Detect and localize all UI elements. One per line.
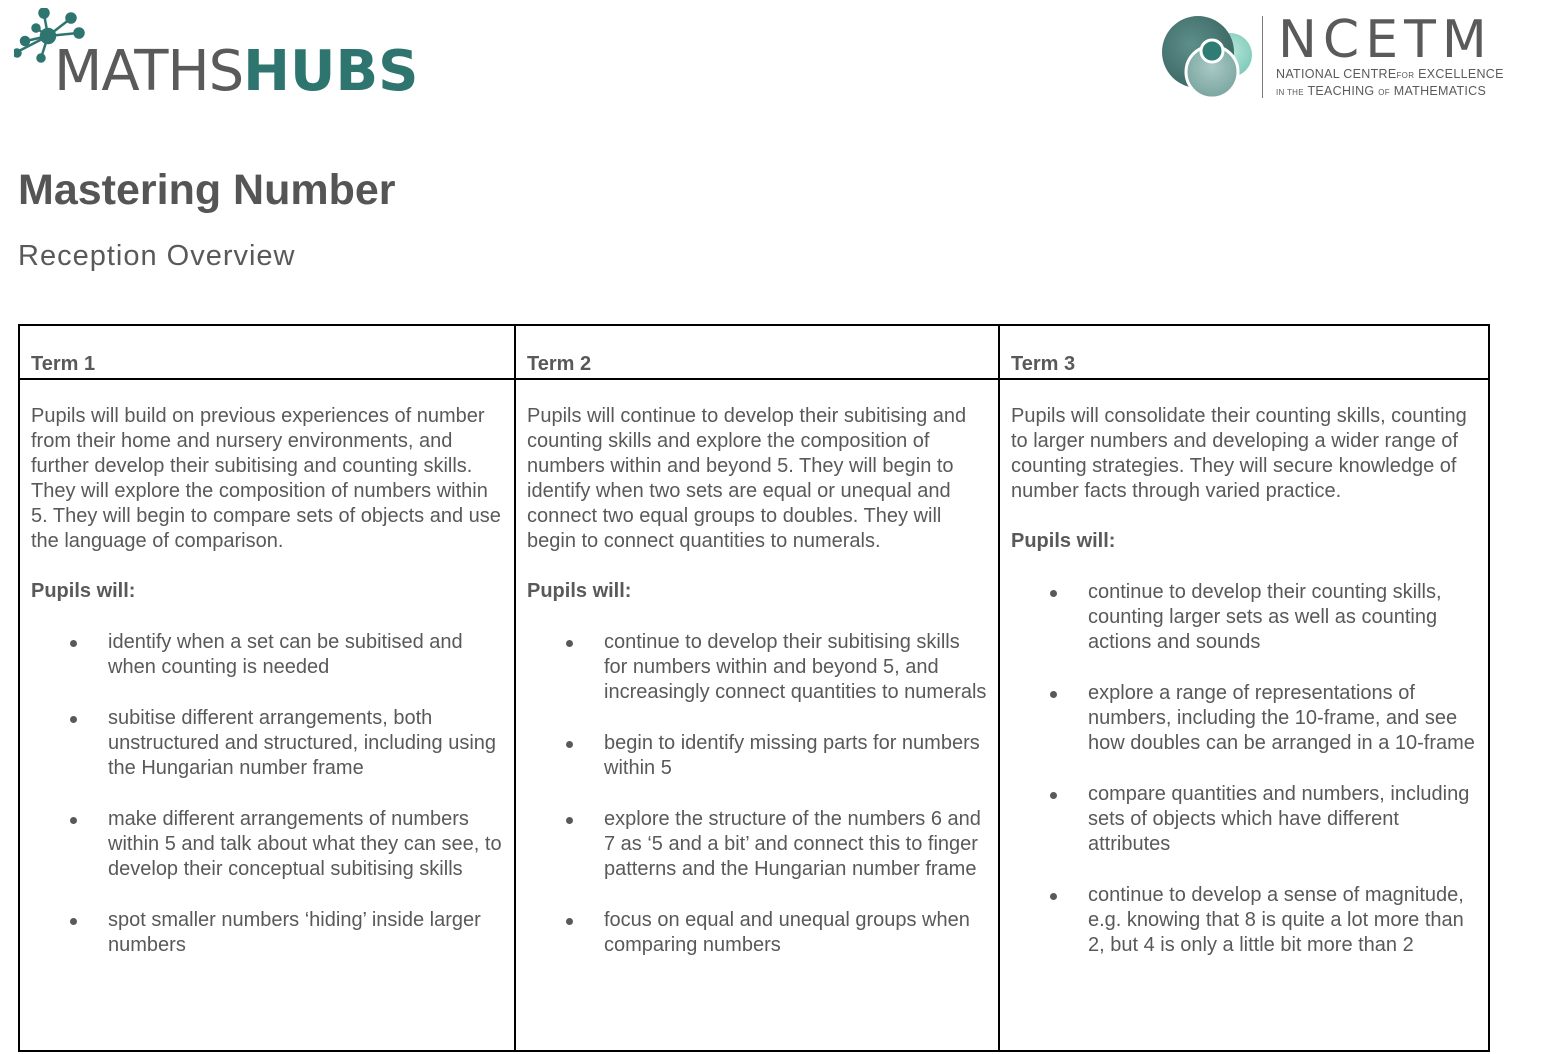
bullet-icon xyxy=(1050,792,1057,799)
terms-overview-table xyxy=(18,324,1490,1052)
tagline-of: OF xyxy=(1378,88,1390,97)
wordmark-maths: MATHS xyxy=(54,39,244,104)
list-item xyxy=(31,908,503,958)
list-item xyxy=(527,908,987,958)
term-3-heading: Term 3 xyxy=(999,325,1489,379)
table-header-row xyxy=(19,325,1489,379)
term-3-pupils-will-label: Pupils will: xyxy=(1011,530,1116,552)
list-item xyxy=(1011,681,1477,756)
tagline-national-centre: NATIONAL CENTRE xyxy=(1276,67,1397,81)
term-2-cell xyxy=(515,379,999,1051)
logo-divider xyxy=(1262,16,1263,98)
term-2-objectives xyxy=(527,630,987,958)
list-item xyxy=(31,807,503,882)
term-1-cell xyxy=(19,379,515,1051)
term-3-cell xyxy=(999,379,1489,1051)
list-item xyxy=(31,630,503,680)
term-2-heading: Term 2 xyxy=(515,325,999,379)
bullet-icon xyxy=(566,741,573,748)
objective-text: begin to identify missing parts for numbers within 5 xyxy=(604,732,980,779)
term-3-intro: Pupils will consolidate their counting skills, counting to larger numbers and developing a wider range of counting strategies. They will secure knowledge of number facts through varied practice. xyxy=(1011,405,1467,502)
term-1-heading: Term 1 xyxy=(19,325,515,379)
term-3-objectives xyxy=(1011,580,1477,958)
bullet-icon xyxy=(1050,691,1057,698)
term-1-pupils-will-label: Pupils will: xyxy=(31,580,136,602)
bullet-icon xyxy=(1050,590,1057,597)
tagline-excellence: EXCELLENCE xyxy=(1418,67,1504,81)
list-item xyxy=(1011,883,1477,958)
objective-text: continue to develop a sense of magnitude, e.g. knowing that 8 is quite a lot more than 2, but 4 is only a little bit more than 2 xyxy=(1088,884,1464,956)
bullet-icon xyxy=(566,817,573,824)
objective-text: continue to develop their subitising skills for numbers within and beyond 5, and increasingly connect quantities to numerals xyxy=(604,631,987,703)
objective-text: continue to develop their counting skills, counting larger sets as well as counting actions and sounds xyxy=(1088,581,1442,653)
term-2-pupils-will-label: Pupils will: xyxy=(527,580,632,602)
term-1-objectives xyxy=(31,630,503,958)
tagline-for: FOR xyxy=(1396,71,1415,80)
bullet-icon xyxy=(566,918,573,925)
list-item xyxy=(527,807,987,882)
bullet-icon xyxy=(70,640,77,647)
list-item xyxy=(1011,580,1477,655)
overlapping-circles-icon xyxy=(1160,10,1260,105)
objective-text: focus on equal and unequal groups when comparing numbers xyxy=(604,909,970,956)
term-2-intro: Pupils will continue to develop their subitising and counting skills and explore the composition of numbers within and beyond 5. They will begin to identify when two sets are equal or unequal and connect two equal groups to doubles. They will begin to connect quantities to numerals. xyxy=(527,405,967,552)
ncetm-logo xyxy=(1160,10,1504,105)
list-item xyxy=(527,630,987,705)
mathshubs-wordmark xyxy=(54,39,419,104)
bullet-icon xyxy=(70,918,77,925)
term-1-intro: Pupils will build on previous experiences of number from their home and nursery environments, and further develop their subitising and counting skills. They will explore the composition of numbers within 5. They will begin to compare sets of objects and use the language of comparison. xyxy=(31,405,501,552)
objective-text: explore the structure of the numbers 6 and 7 as ‘5 and a bit’ and connect this to finger patterns and the Hungarian number frame xyxy=(604,808,981,880)
table-body-row xyxy=(19,379,1489,1051)
wordmark-hubs: HUBS xyxy=(243,39,419,104)
mathshubs-logo xyxy=(14,8,419,104)
ncetm-acronym: NCETM xyxy=(1278,10,1493,70)
objective-text: compare quantities and numbers, including sets of objects which have different attributes xyxy=(1088,783,1470,855)
list-item xyxy=(31,706,503,781)
ncetm-tagline-line1 xyxy=(1276,67,1504,81)
objective-text: explore a range of representations of numbers, including the 10-frame, and see how doubles can be arranged in a 10-frame xyxy=(1088,682,1475,754)
tagline-teaching: TEACHING xyxy=(1307,84,1375,98)
bullet-icon xyxy=(1050,893,1057,900)
list-item xyxy=(1011,782,1477,857)
objective-text: make different arrangements of numbers within 5 and talk about what they can see, to develop their conceptual subitising skills xyxy=(108,808,502,880)
bullet-icon xyxy=(566,640,573,647)
bullet-icon xyxy=(70,817,77,824)
objective-text: spot smaller numbers ‘hiding’ inside larger numbers xyxy=(108,909,481,956)
tagline-in-the: IN THE xyxy=(1276,88,1304,97)
objective-text: subitise different arrangements, both unstructured and structured, including using the Hungarian number frame xyxy=(108,707,497,779)
bullet-icon xyxy=(70,716,77,723)
ncetm-tagline-line2 xyxy=(1276,84,1486,98)
list-item xyxy=(527,731,987,781)
page-subtitle: Reception Overview xyxy=(18,240,296,272)
tagline-mathematics: MATHEMATICS xyxy=(1393,84,1487,98)
objective-text: identify when a set can be subitised and when counting is needed xyxy=(108,631,463,678)
page-title: Mastering Number xyxy=(18,166,396,214)
